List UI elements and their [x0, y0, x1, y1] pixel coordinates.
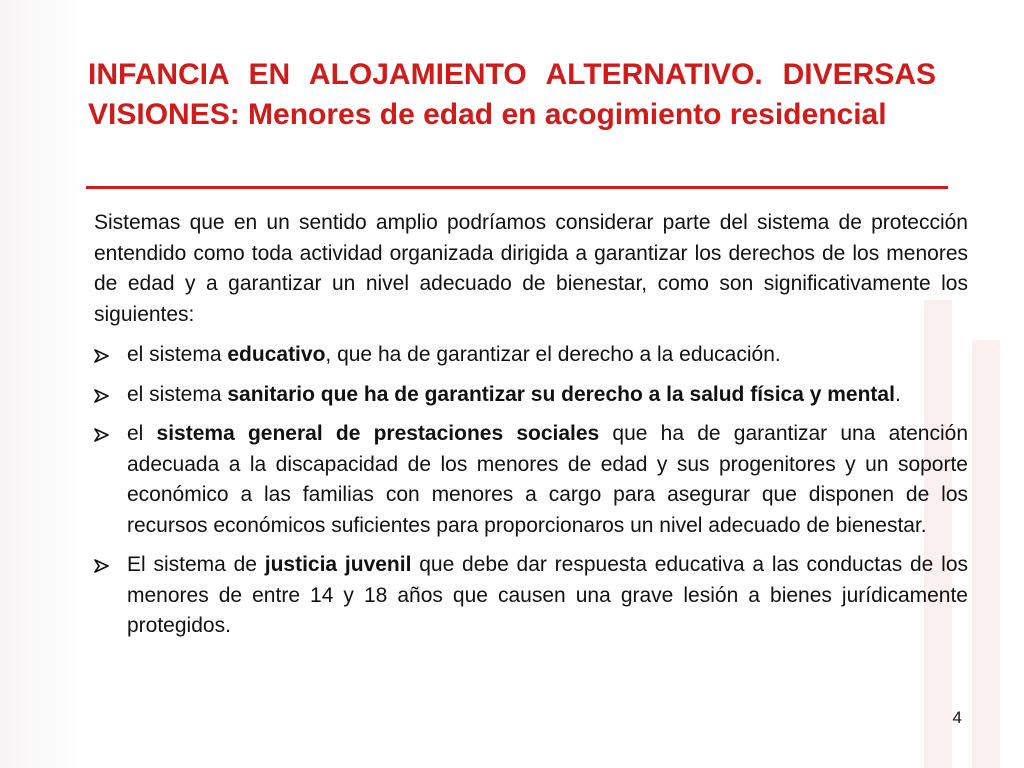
title-underline	[86, 186, 948, 189]
bullet-text-pre: El sistema de	[127, 553, 265, 576]
bullet-text-pre: el sistema	[127, 343, 228, 366]
intro-paragraph: Sistemas que en un sentido amplio podríamos considerar parte del sistema de protección entendido como toda actividad organizada dirigida a garantizar los derechos de los menores de edad y a garantizar un nivel adecuado de bienestar, como son significativamente los siguientes:	[94, 211, 968, 326]
bullet-text-bold: sanitario que ha de garantizar su derecho a la salud física y mental	[227, 382, 895, 406]
bullet-item-sanitario	[94, 380, 968, 411]
bullet-text-post: que debe dar respuesta educativa a las conductas de los menores de entre 14 y 18 años que causen una grave lesión a bienes jurídicamente protegidos.	[127, 553, 968, 637]
bullet-text-bold: sistema general de prestaciones sociales	[156, 422, 600, 445]
bullet-text-post: .	[894, 382, 901, 406]
bullet-text-bold: justicia juvenil	[264, 553, 412, 576]
arrowhead-bullet-icon	[94, 551, 116, 573]
slide-title: INFANCIA EN ALOJAMIENTO ALTERNATIVO. DIVERSAS VISIONES: Menores de edad en acogimiento residencial	[88, 58, 936, 131]
bullet-item-educativo	[94, 340, 968, 371]
arrowhead-bullet-icon	[94, 420, 116, 442]
arrowhead-bullet-icon	[94, 341, 116, 363]
slide-body	[94, 208, 968, 651]
bullet-text-bold: educativo	[227, 343, 326, 366]
bullet-text-pre: el sistema	[127, 382, 228, 406]
bullet-text-post: , que ha de garantizar el derecho a la educación.	[325, 343, 781, 366]
bullet-item-justicia	[94, 550, 968, 642]
bullet-list	[94, 340, 968, 642]
bullet-item-prestaciones	[94, 419, 968, 541]
arrowhead-bullet-icon	[94, 381, 116, 403]
bullet-text-post: que ha de garantizar una atención adecuada a la discapacidad de los menores de edad y sus progenitores y un soporte económico a las familias con menores a cargo para asegurar que disponen de los recursos económicos suficientes para proporcionaros un nivel adecuado de bienestar.	[127, 422, 969, 537]
page-number: 4	[952, 708, 962, 727]
watermark-left	[0, 0, 80, 768]
bullet-text-pre: el	[127, 422, 157, 445]
